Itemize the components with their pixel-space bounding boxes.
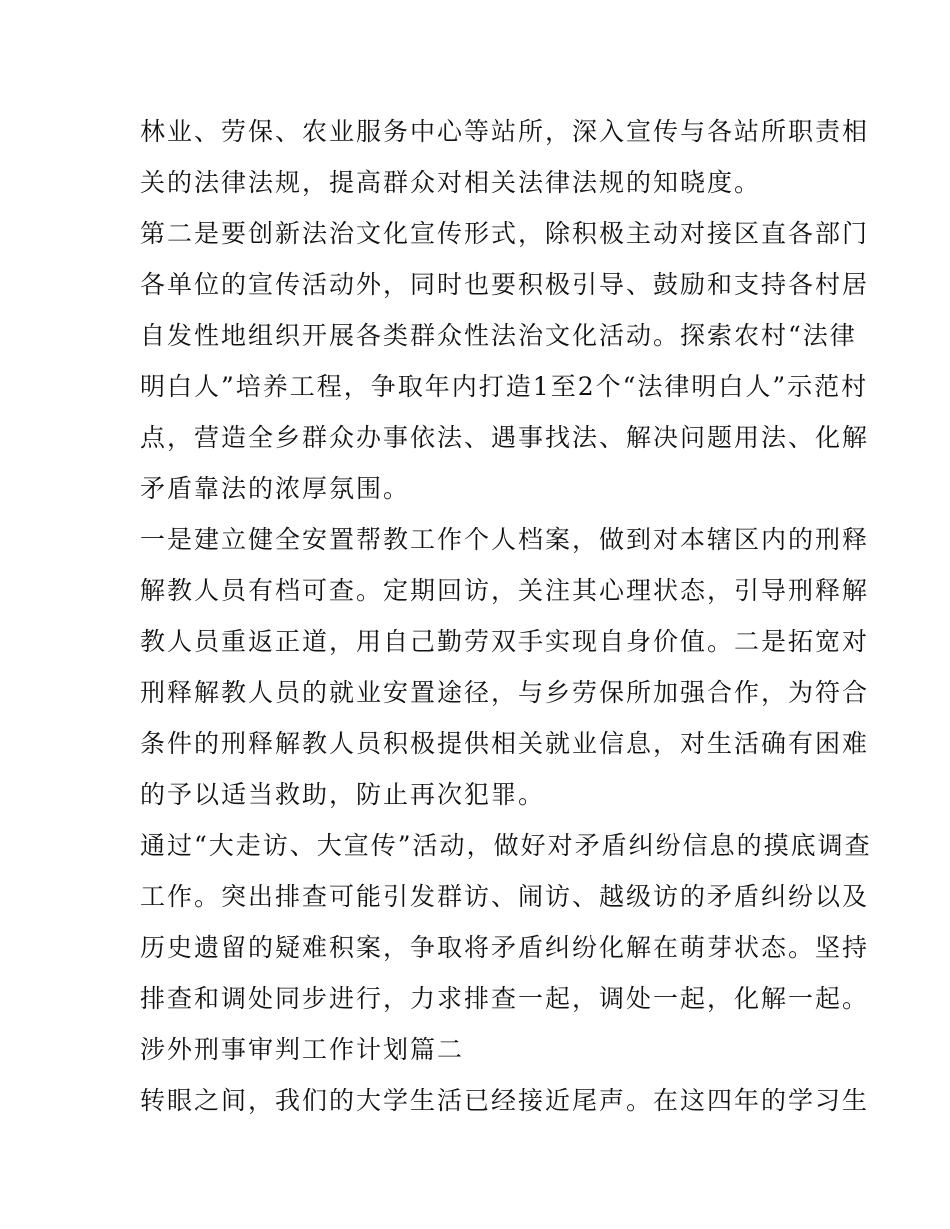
text-line: 林业、劳保、农业服务中心等站所，深入宣传与各站所职责相 [140, 117, 870, 146]
text-line: 各单位的宣传活动外，同时也要积极引导、鼓励和支持各村居 [140, 270, 870, 299]
text-line: 通过“大走访、大宣传”活动，做好对矛盾纠纷信息的摸底调查 [140, 831, 872, 860]
text-line: 关的法律法规，提高群众对相关法律法规的知晓度。 [140, 168, 762, 197]
text-line: 第二是要创新法治文化宣传形式，除积极主动对接区直各部门 [140, 219, 870, 248]
text-line: 明白人”培养工程，争取年内打造1至2个“法律明白人”示范村 [140, 372, 869, 401]
text-line: 工作。突出排查可能引发群访、闹访、越级访的矛盾纠纷以及 [140, 882, 870, 911]
text-line: 历史遗留的疑难积案，争取将矛盾纠纷化解在萌芽状态。坚持 [140, 933, 870, 962]
text-line: 教人员重返正道，用自己勤劳双手实现自身价值。二是拓宽对 [140, 627, 870, 656]
section-heading: 涉外刑事审判工作计划篇二 [140, 1035, 465, 1064]
text-line: 点，营造全乡群众办事依法、遇事找法、解决问题用法、化解 [140, 423, 870, 452]
text-line: 解教人员有档可查。定期回访，关注其心理状态，引导刑释解 [140, 576, 870, 605]
document-body [140, 106, 872, 1126]
text-line: 条件的刑释解教人员积极提供相关就业信息，对生活确有困难 [140, 729, 870, 758]
text-line: 一是建立健全安置帮教工作个人档案，做到对本辖区内的刑释 [140, 525, 870, 554]
text-line: 自发性地组织开展各类群众性法治文化活动。探索农村“法律 [140, 321, 857, 350]
text-line: 的予以适当救助，防止再次犯罪。 [140, 780, 546, 809]
text-line: 矛盾靠法的浓厚氛围。 [140, 474, 411, 503]
text-line: 排查和调处同步进行，力求排查一起，调处一起，化解一起。 [140, 984, 870, 1013]
text-line: 转眼之间，我们的大学生活已经接近尾声。在这四年的学习生 [140, 1086, 870, 1115]
text-line: 刑释解教人员的就业安置途径，与乡劳保所加强合作，为符合 [140, 678, 870, 707]
